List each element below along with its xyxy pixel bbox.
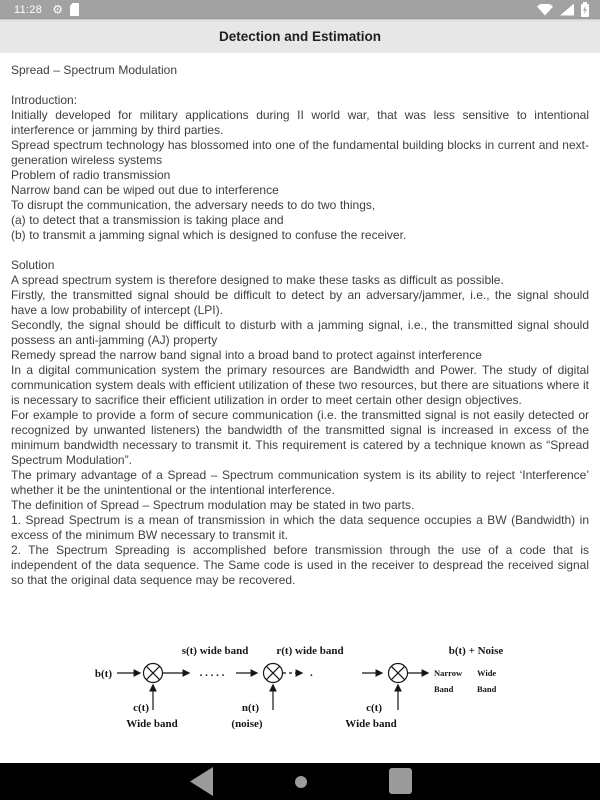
page-title: Detection and Estimation (218, 28, 382, 44)
settings-gear-icon: ⚙ (52, 2, 63, 16)
paragraph: Narrow band can be wiped out due to interference (11, 183, 279, 197)
paragraph-solution-heading: Solution (11, 258, 55, 272)
paragraph: In a digital communication system the primary resources are Bandwidth and Power. The study of digital communication system deals with efficient utilization of these two resources, but there are situations where it is necessary to sacrifice their efficient utilization in order to meet certain other design objectives. (11, 363, 589, 407)
paragraph: The primary advantage of a Spread – Spectrum communication system is its ability to reject ‘Interference’ whether it be the unintentional or the intentional interference. (11, 468, 589, 497)
label-wide-band-1: Wide band (126, 718, 178, 730)
tail-dot: . (310, 667, 313, 679)
status-bar (0, 0, 600, 19)
paragraph: 2. The Spectrum Spreading is accomplished before transmission through the use of a code that is independent of the data sequence. The Same code is used in the receiver to despread the received signal so that the original data sequence may be recovered. (11, 543, 589, 587)
cell-signal-icon (560, 4, 574, 16)
status-time: 11:28 (14, 3, 43, 16)
paragraph: To disrupt the communication, the adversary needs to do two things, (11, 198, 376, 212)
paragraph-title: Spread – Spectrum Modulation (11, 63, 178, 77)
sd-card-icon (70, 3, 79, 16)
paragraph: The definition of Spread – Spectrum modulation may be stated in two parts. (11, 498, 415, 512)
paragraph: For example to provide a form of secure communication (i.e. the transmitted signal is not easily detected or recognized by unwanted listeners) the bandwidth of the transmitted signal is increased in excess of the minimum bandwidth necessary to transmit it. This requirement is catered by a technique known as “Spread Spectrum Modulation”. (11, 408, 589, 467)
paragraph: Spread spectrum technology has blossomed into one of the fundamental building blocks in current and next-generation wireless systems (11, 138, 589, 167)
receiver-multiplier (345, 664, 496, 731)
channel-noise-adder (231, 664, 313, 731)
paragraph: Initially developed for military applications during II world war, that was less sensitive to intentional interference or jamming by third parties. (11, 108, 589, 137)
label-narrow-band: Band (434, 684, 454, 694)
channel-dots: . . . . . (199, 667, 225, 679)
label-narrow: Narrow (434, 668, 463, 678)
label-s-wide-band: s(t) wide band (181, 645, 249, 657)
nav-bar (0, 763, 600, 800)
label-c1: c(t) (133, 702, 149, 714)
charging-bolt-icon (583, 6, 588, 14)
recents-button[interactable] (389, 768, 412, 794)
paragraph: (b) to transmit a jamming signal which is designed to confuse the receiver. (11, 228, 407, 242)
paragraph: Remedy spread the narrow band signal into a broad band to protect against interference (11, 348, 482, 362)
paragraph: A spread spectrum system is therefore designed to make these tasks as difficult as possible. (11, 273, 504, 287)
back-button[interactable] (190, 767, 213, 796)
label-wide: Wide (477, 668, 497, 678)
paragraph: 1. Spread Spectrum is a mean of transmission in which the data sequence occupies a BW (Bandwidth) in excess of the minimum BW necessary to transmit it. (11, 513, 589, 542)
label-b-input: b(t) (94, 668, 112, 680)
wifi-icon (537, 4, 553, 16)
home-button[interactable] (295, 776, 307, 788)
battery-charging-icon (581, 4, 589, 17)
label-c2: c(t) (366, 702, 382, 714)
label-r-wide-band: r(t) wide band (276, 645, 344, 657)
paragraph: Firstly, the transmitted signal should be difficult to detect by an adversary/jammer, i.e., the signal should have a low probability of intercept (LPI). (11, 288, 589, 317)
paragraph: Secondly, the signal should be difficult to disturb with a jamming signal, i.e., the transmitted signal should possess an anti-jamming (AJ) property (11, 318, 589, 347)
paragraph: (a) to detect that a transmission is taking place and (11, 213, 284, 227)
label-b-plus-noise: b(t) + Noise (448, 645, 504, 657)
spread-spectrum-diagram (0, 640, 600, 735)
label-wide-band-2: Wide band (345, 718, 397, 730)
paragraph: Problem of radio transmission (11, 168, 171, 182)
app-bar (0, 19, 600, 53)
transmitter-multiplier (95, 664, 188, 731)
label-n: n(t) (241, 702, 259, 714)
label-noise: (noise) (231, 718, 263, 730)
paragraph: Introduction: (11, 93, 78, 107)
label-wide-band: Band (477, 684, 497, 694)
